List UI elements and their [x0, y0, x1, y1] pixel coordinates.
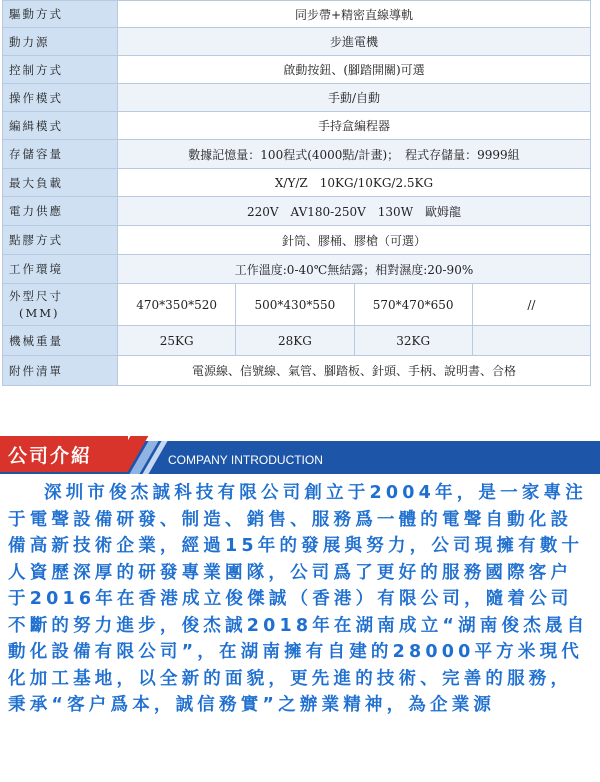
spec-table-section: [0, 0, 600, 388]
section-title: 公司介紹: [8, 445, 93, 467]
table-row: [3, 112, 591, 140]
company-paragraph: 深圳市俊杰誠科技有限公司創立于2004年，是一家專注于電聲設備研發、制造、銷售、服務爲一體的電聲自動化設備高新技術企業，經過15年的發展與努力，公司現擁有數十人資歷深厚的研發專業團隊，公司爲了更好的服務國際客户于2016年在香港成立俊傑誠（香港）有限公司，隨着公司不斷的努力進步，俊杰誠2018年在湖南成立“湖南俊杰晟自動化設備有限公司”，在湖南擁有自建的28000平方米現代化加工基地，以全新的面貌，更先進的技術、完善的服務，秉承“客户爲本，誠信務實”之辦業精神，為企業源: [8, 483, 589, 715]
table-row: [3, 56, 591, 84]
section-gap: [0, 388, 600, 428]
section-banner: [0, 428, 600, 474]
size-value-4: //: [472, 284, 590, 326]
row-value: 手持盒編程器: [118, 112, 591, 140]
size-value-3: 570*470*650: [354, 284, 472, 326]
row-value: 針筒、膠桶、膠槍（可選）: [118, 226, 591, 255]
size-value-1: 470*350*520: [118, 284, 236, 326]
row-label: 驅動方式: [3, 1, 118, 28]
table-row-weight: [3, 326, 591, 356]
table-row: [3, 1, 591, 28]
row-value: X/Y/Z 10KG/10KG/2.5KG: [118, 169, 591, 197]
table-row: [3, 28, 591, 56]
table-row-accessories: [3, 356, 591, 386]
weight-value-1: 25KG: [118, 326, 236, 356]
spec-table: [2, 0, 591, 386]
row-value: 同步帶+精密直線導軌: [118, 1, 591, 28]
row-label: 控制方式: [3, 56, 118, 84]
table-row: [3, 197, 591, 226]
row-value: 手動/自動: [118, 84, 591, 112]
row-value: 數據記憶量：100程式(4000點/計畫)； 程式存儲量：9999組: [118, 140, 591, 169]
table-row: [3, 140, 591, 169]
table-row: [3, 84, 591, 112]
section-subtitle: COMPANY INTRODUCTION: [168, 453, 323, 467]
row-label: 存儲容量: [3, 140, 118, 169]
weight-value-2: 28KG: [236, 326, 354, 356]
size-unit: (MM): [19, 305, 60, 320]
weight-value-4: [472, 326, 590, 356]
table-row-size: [3, 284, 591, 326]
row-label: [3, 284, 118, 326]
row-value: 步進電機: [118, 28, 591, 56]
row-label: 操作模式: [3, 84, 118, 112]
company-intro-section: [0, 428, 600, 782]
row-value: 工作溫度:0-40℃無結露；相對濕度:20-90%: [118, 255, 591, 284]
table-row: [3, 169, 591, 197]
row-label: 附件清單: [3, 356, 118, 386]
weight-value-3: 32KG: [354, 326, 472, 356]
row-value: 220V AV180-250V 130W 歐姆龍: [118, 197, 591, 226]
table-row: [3, 255, 591, 284]
table-row: [3, 226, 591, 255]
row-label: 點膠方式: [3, 226, 118, 255]
row-label: 機械重量: [3, 326, 118, 356]
size-value-2: 500*430*550: [236, 284, 354, 326]
row-label: 最大負載: [3, 169, 118, 197]
row-value: 啟動按鈕、(腳踏開關)可選: [118, 56, 591, 84]
row-label: 編緝模式: [3, 112, 118, 140]
row-label: 動力源: [3, 28, 118, 56]
size-label: 外型尺寸: [9, 288, 63, 303]
row-label: 電力供應: [3, 197, 118, 226]
row-value: 電源線、信號線、氣管、腳踏板、針頭、手柄、說明書、合格: [118, 356, 591, 386]
row-label: 工作環境: [3, 255, 118, 284]
